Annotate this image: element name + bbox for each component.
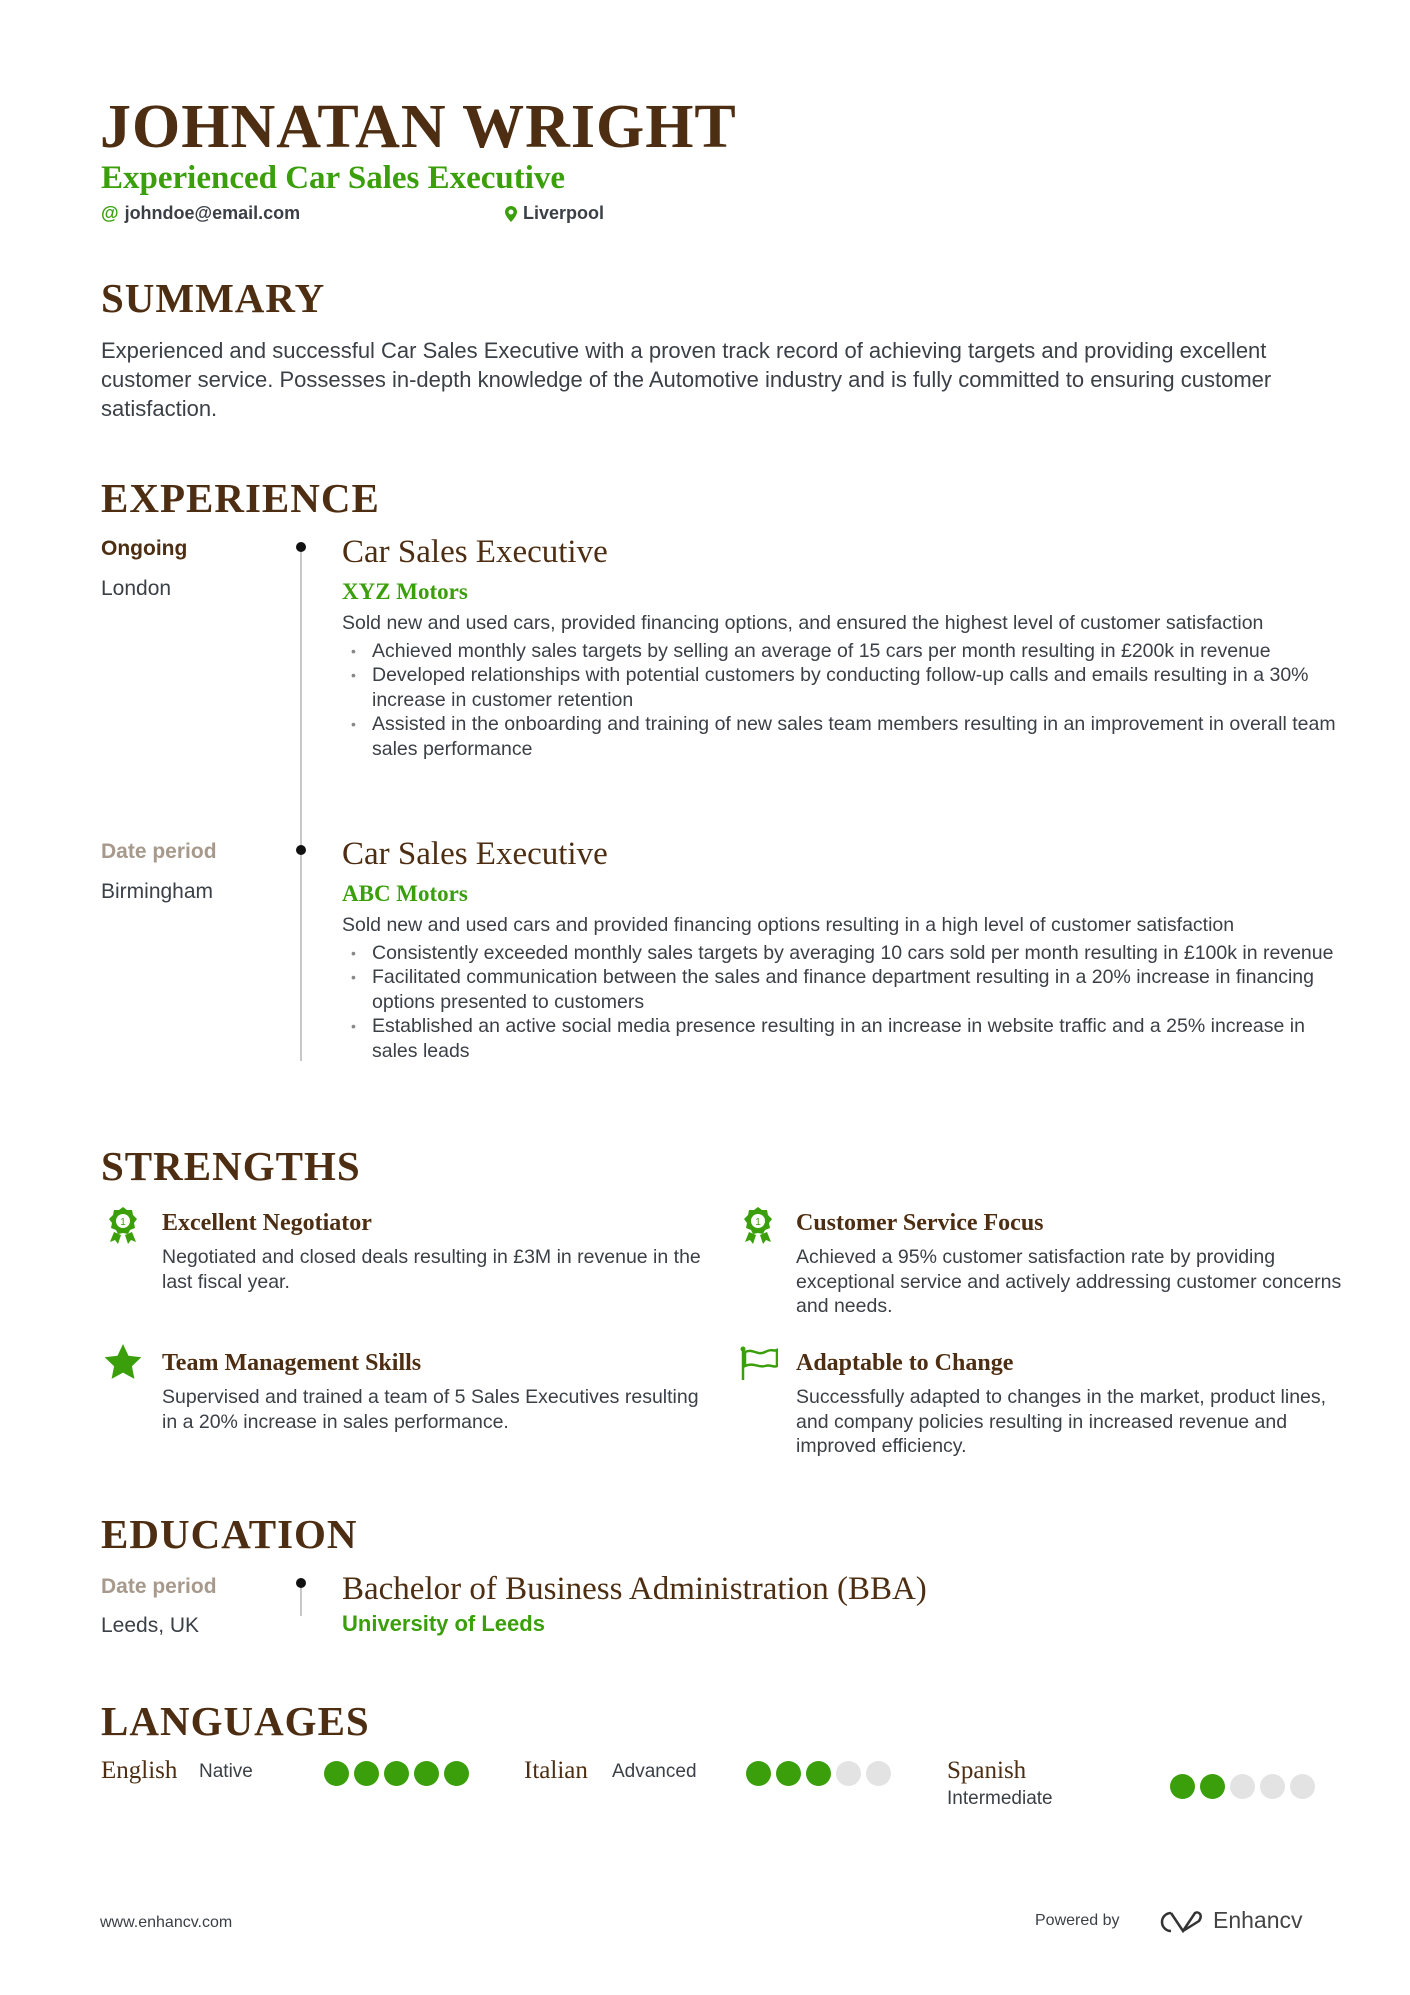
job-title: Car Sales Executive bbox=[342, 534, 608, 570]
candidate-name: JOHNATAN WRIGHT bbox=[100, 93, 737, 161]
flag-icon bbox=[740, 1346, 778, 1385]
rating-dot-empty bbox=[1290, 1774, 1315, 1799]
rating-dot-filled bbox=[1170, 1774, 1195, 1799]
language-level: Native bbox=[199, 1761, 253, 1782]
strength-text: Negotiated and closed deals resulting in £3M in revenue in the last fiscal year. bbox=[162, 1246, 701, 1293]
strength-title: Excellent Negotiator bbox=[162, 1210, 372, 1236]
strengths-heading: STRENGTHS bbox=[101, 1143, 361, 1189]
at-icon: @ bbox=[101, 203, 119, 223]
summary-text: Experienced and successful Car Sales Executive with a proven track record of achieving targets and providing excellent customer service. Possesses in-depth knowledge of the Automotive industry and is fully committed to ensuring customer satisfaction. bbox=[101, 338, 1272, 421]
rating-dot-filled bbox=[324, 1761, 349, 1786]
achievement-bullet: • Developed relationships with potential customers by conducting follow-up calls and emails resulting in a 30% increase in customer retention bbox=[342, 663, 1342, 712]
timeline-dot bbox=[296, 1578, 306, 1588]
achievement-bullet: • Consistently exceeded monthly sales targets by averaging 10 cars sold per month resulting in £100k in revenue bbox=[342, 941, 1342, 966]
job-description: Sold new and used cars, provided financing options, and ensured the highest level of customer satisfaction bbox=[342, 612, 1264, 634]
strength-text: Supervised and trained a team of 5 Sales Executives resulting in a 20% increase in sales performance. bbox=[162, 1386, 699, 1433]
language-name: English bbox=[101, 1757, 178, 1784]
experience-location: London bbox=[101, 577, 172, 600]
job-description: Sold new and used cars and provided financing options resulting in a high level of customer satisfaction bbox=[342, 914, 1235, 936]
achievement-bullet: • Established an active social media presence resulting in an increase in website traffic and a 25% increase in sales leads bbox=[342, 1014, 1342, 1063]
star-icon bbox=[104, 1344, 142, 1385]
achievement-bullet: • Facilitated communication between the sales and finance department resulting in a 20% increase in financing options presented to customers bbox=[342, 965, 1342, 1014]
timeline-line bbox=[300, 547, 302, 1061]
experience-location: Birmingham bbox=[101, 880, 214, 903]
achievement-bullet: • Achieved monthly sales targets by selling an average of 15 cars per month resulting in £200k in revenue bbox=[342, 639, 1342, 664]
contact-email[interactable] bbox=[101, 203, 300, 224]
language-rating bbox=[746, 1761, 891, 1786]
languages-heading: LANGUAGES bbox=[101, 1698, 370, 1744]
email-text: johndoe@email.com bbox=[124, 203, 301, 223]
rating-dot-empty bbox=[1260, 1774, 1285, 1799]
rating-dot-filled bbox=[1200, 1774, 1225, 1799]
rating-dot-empty bbox=[866, 1761, 891, 1786]
achievement-bullet: • Assisted in the onboarding and training of new sales team members resulting in an improvement in overall team sales performance bbox=[342, 712, 1342, 761]
strength-title: Adaptable to Change bbox=[796, 1350, 1014, 1376]
education-heading: EDUCATION bbox=[101, 1511, 358, 1557]
summary-heading: SUMMARY bbox=[101, 275, 326, 321]
strength-text: Successfully adapted to changes in the market, product lines, and company policies resulting in increased revenue and improved efficiency. bbox=[796, 1386, 1327, 1457]
rating-dot-filled bbox=[444, 1761, 469, 1786]
svg-text:1: 1 bbox=[755, 1217, 761, 1228]
strength-text: Achieved a 95% customer satisfaction rate by providing exceptional service and actively addressing customer concerns and needs. bbox=[796, 1246, 1342, 1317]
rating-dot-filled bbox=[384, 1761, 409, 1786]
experience-date: Ongoing bbox=[101, 537, 188, 560]
school-name: University of Leeds bbox=[342, 1611, 545, 1636]
location-pin-icon bbox=[505, 206, 517, 222]
experience-heading: EXPERIENCE bbox=[101, 475, 380, 521]
enhancv-logo-icon bbox=[1155, 1909, 1203, 1940]
rating-dot-empty bbox=[836, 1761, 861, 1786]
rating-dot-filled bbox=[746, 1761, 771, 1786]
education-location: Leeds, UK bbox=[101, 1614, 200, 1637]
enhancv-brand[interactable]: Enhancv bbox=[1213, 1907, 1303, 1933]
strength-item bbox=[162, 1210, 712, 1294]
rating-dot-filled bbox=[776, 1761, 801, 1786]
language-level: Advanced bbox=[612, 1761, 697, 1782]
timeline-dot bbox=[296, 542, 306, 552]
strength-item bbox=[796, 1350, 1346, 1459]
award-icon bbox=[741, 1206, 775, 1249]
language-rating bbox=[324, 1761, 469, 1786]
language-rating bbox=[1170, 1774, 1315, 1799]
experience-date: Date period bbox=[101, 840, 217, 863]
footer-website[interactable]: www.enhancv.com bbox=[100, 1914, 233, 1931]
language-name: Spanish bbox=[947, 1757, 1027, 1784]
contact-location bbox=[505, 203, 604, 224]
powered-by-label: Powered by bbox=[1035, 1912, 1120, 1929]
strength-item bbox=[796, 1210, 1346, 1319]
rating-dot-empty bbox=[1230, 1774, 1255, 1799]
company-name: ABC Motors bbox=[342, 881, 468, 906]
job-title: Car Sales Executive bbox=[342, 836, 608, 872]
rating-dot-filled bbox=[414, 1761, 439, 1786]
language-level: Intermediate bbox=[947, 1788, 1053, 1809]
candidate-title: Experienced Car Sales Executive bbox=[101, 160, 566, 196]
location-text: Liverpool bbox=[523, 203, 605, 223]
rating-dot-filled bbox=[806, 1761, 831, 1786]
strength-title: Customer Service Focus bbox=[796, 1210, 1044, 1236]
degree-title: Bachelor of Business Administration (BBA) bbox=[342, 1571, 927, 1607]
strength-item bbox=[162, 1350, 712, 1434]
timeline-dot bbox=[296, 845, 306, 855]
rating-dot-filled bbox=[354, 1761, 379, 1786]
company-name: XYZ Motors bbox=[342, 579, 468, 604]
award-icon bbox=[106, 1206, 140, 1249]
strength-title: Team Management Skills bbox=[162, 1350, 422, 1376]
svg-text:1: 1 bbox=[120, 1217, 126, 1228]
language-name: Italian bbox=[524, 1757, 588, 1784]
education-date: Date period bbox=[101, 1575, 217, 1598]
